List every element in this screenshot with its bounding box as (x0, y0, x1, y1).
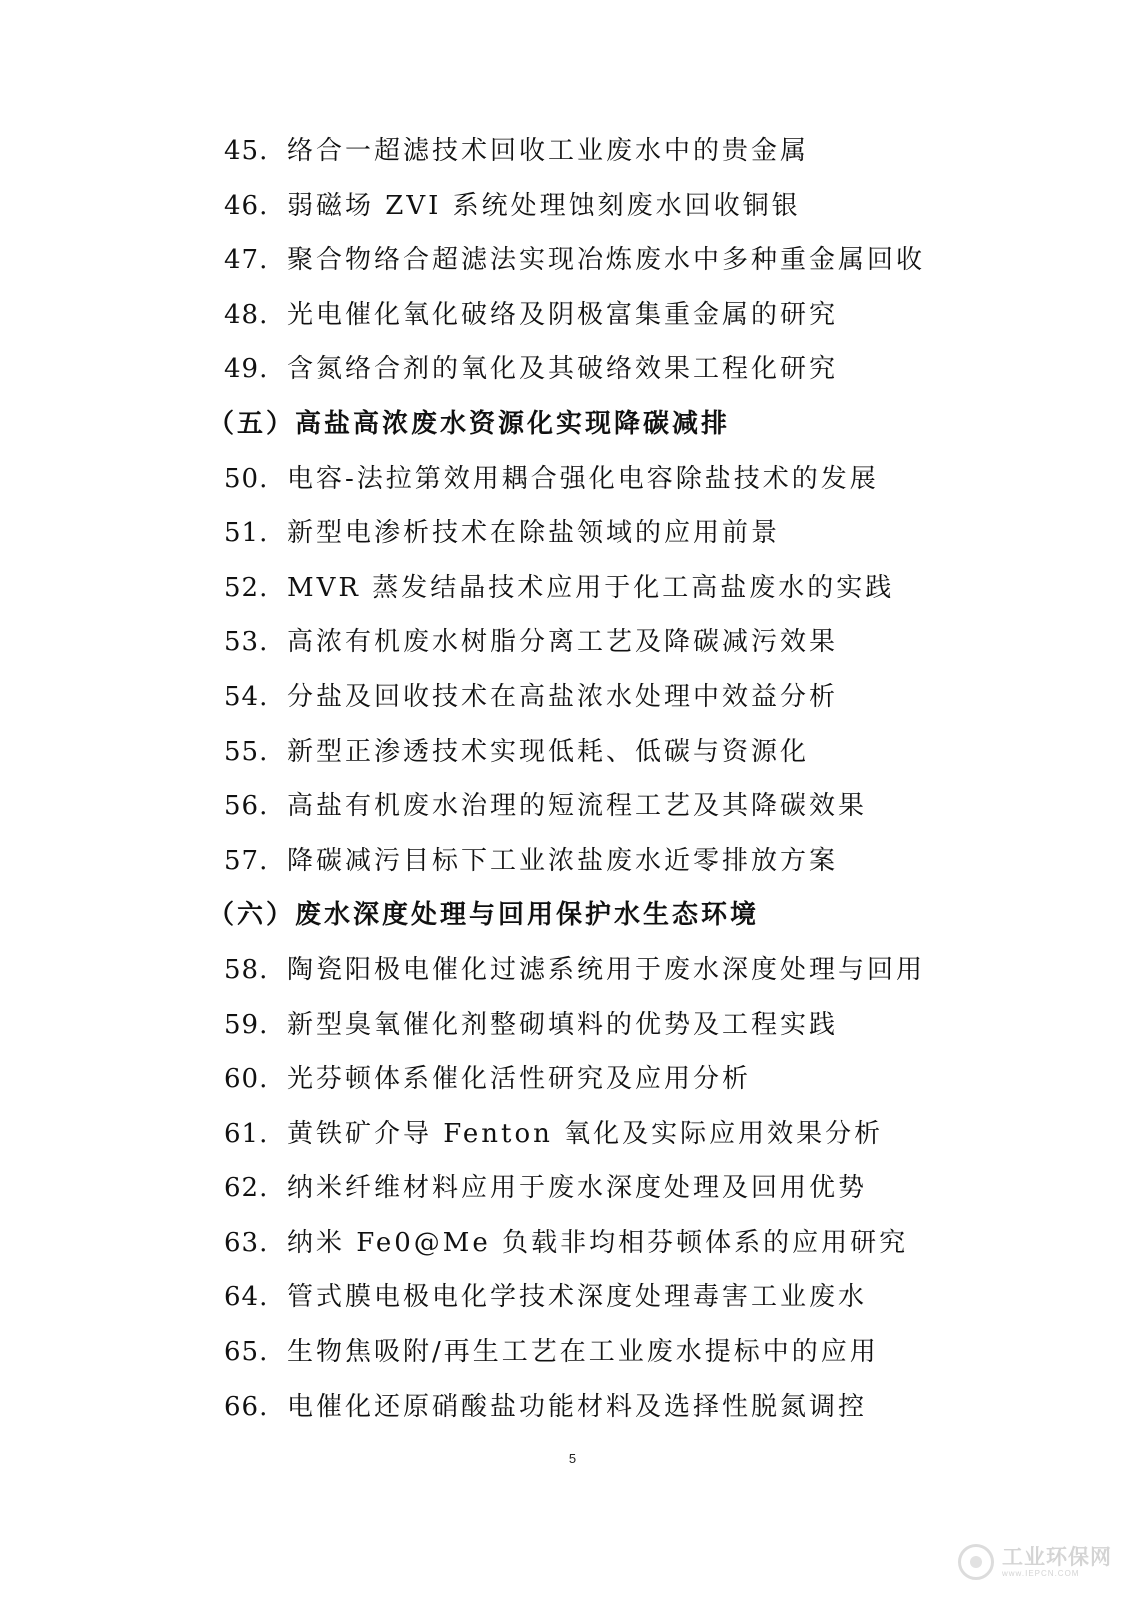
list-item (0, 561, 1130, 616)
list-item (0, 1161, 1130, 1216)
list-item (0, 179, 1130, 234)
list-item-number: 61. (224, 1118, 269, 1149)
section-heading (0, 397, 1130, 452)
list-item (0, 452, 1130, 507)
list-item (0, 124, 1130, 179)
list-item-number: 48. (224, 299, 269, 330)
document-body (0, 124, 1130, 1434)
list-item-number: 64. (224, 1282, 269, 1313)
list-item-number: 53. (224, 627, 269, 658)
list-item-text: 降碳减污目标下工业浓盐废水近零排放方案 (287, 845, 839, 876)
list-item-number: 55. (224, 736, 269, 767)
list-item-number: 60. (224, 1064, 269, 1095)
list-item-text: 新型电渗析技术在除盐领域的应用前景 (287, 518, 781, 549)
list-item-number: 46. (224, 190, 269, 221)
watermark-logo-icon (958, 1544, 994, 1580)
list-item-number: 51. (224, 518, 269, 549)
list-item (0, 834, 1130, 889)
list-item-number: 47. (224, 245, 269, 276)
list-item-number: 50. (224, 463, 269, 494)
list-item-text: 陶瓷阳极电催化过滤系统用于废水深度处理与回用 (287, 954, 926, 985)
list-item (0, 1325, 1130, 1380)
list-item (0, 998, 1130, 1053)
watermark-url: www.IEPCN.COM (1002, 1569, 1080, 1578)
list-item-text: 含氮络合剂的氧化及其破络效果工程化研究 (287, 354, 839, 385)
section-heading-text: （六）废水深度处理与回用保护水生态环境 (208, 900, 760, 931)
list-item-text: 纳米 Fe0@Me 负载非均相芬顿体系的应用研究 (287, 1227, 909, 1258)
list-item-text: 光芬顿体系催化活性研究及应用分析 (287, 1064, 752, 1095)
list-item-text: 聚合物络合超滤法实现冶炼废水中多种重金属回收 (287, 245, 926, 276)
watermark-name: 工业环保网 (1002, 1545, 1112, 1569)
list-item (0, 779, 1130, 834)
list-item-text: 络合一超滤技术回收工业废水中的贵金属 (287, 136, 810, 166)
list-item (0, 1380, 1130, 1435)
page-number: 5 (568, 1451, 577, 1466)
list-item-number: 57. (224, 845, 269, 876)
list-item-number: 58. (224, 954, 269, 985)
list-item-number: 45. (224, 136, 269, 166)
list-item-text: 电催化还原硝酸盐功能材料及选择性脱氮调控 (287, 1391, 868, 1422)
list-item (0, 1052, 1130, 1107)
list-item (0, 1270, 1130, 1325)
list-item (0, 1216, 1130, 1271)
list-item-number: 56. (224, 791, 269, 822)
list-item-number: 66. (224, 1391, 269, 1422)
list-item (0, 670, 1130, 725)
list-item (0, 1107, 1130, 1162)
list-item (0, 725, 1130, 780)
list-item-text: 纳米纤维材料应用于废水深度处理及回用优势 (287, 1173, 868, 1204)
list-item-text: 高盐有机废水治理的短流程工艺及其降碳效果 (287, 791, 868, 822)
section-heading (0, 888, 1130, 943)
list-item-number: 62. (224, 1173, 269, 1204)
list-item (0, 943, 1130, 998)
list-item-text: 弱磁场 ZVI 系统处理蚀刻废水回收铜银 (287, 190, 801, 221)
list-item (0, 506, 1130, 561)
list-item (0, 288, 1130, 343)
list-item-text: 光电催化氧化破络及阴极富集重金属的研究 (287, 299, 839, 330)
section-heading-text: （五）高盐高浓废水资源化实现降碳减排 (208, 408, 731, 439)
watermark (958, 1538, 1118, 1586)
list-item-number: 59. (224, 1009, 269, 1040)
list-item-text: 新型正渗透技术实现低耗、低碳与资源化 (287, 736, 810, 767)
list-item-text: 生物焦吸附/再生工艺在工业废水提标中的应用 (287, 1337, 879, 1368)
list-item (0, 233, 1130, 288)
list-item-number: 54. (224, 681, 269, 712)
list-item-text: 新型臭氧催化剂整砌填料的优势及工程实践 (287, 1009, 839, 1040)
list-item (0, 342, 1130, 397)
list-item-number: 63. (224, 1227, 269, 1258)
list-item-number: 52. (224, 572, 269, 603)
list-item-text: 管式膜电极电化学技术深度处理毒害工业废水 (287, 1282, 868, 1313)
list-item-text: 高浓有机废水树脂分离工艺及降碳减污效果 (287, 627, 839, 658)
list-item-text: 黄铁矿介导 Fenton 氧化及实际应用效果分析 (287, 1118, 884, 1149)
list-item (0, 615, 1130, 670)
list-item-number: 65. (224, 1337, 269, 1368)
list-item-text: 电容-法拉第效用耦合强化电容除盐技术的发展 (287, 463, 879, 494)
watermark-text (1002, 1545, 1112, 1579)
list-item-text: MVR 蒸发结晶技术应用于化工高盐废水的实践 (287, 572, 895, 603)
list-item-text: 分盐及回收技术在高盐浓水处理中效益分析 (287, 681, 839, 712)
list-item-number: 49. (224, 354, 269, 385)
